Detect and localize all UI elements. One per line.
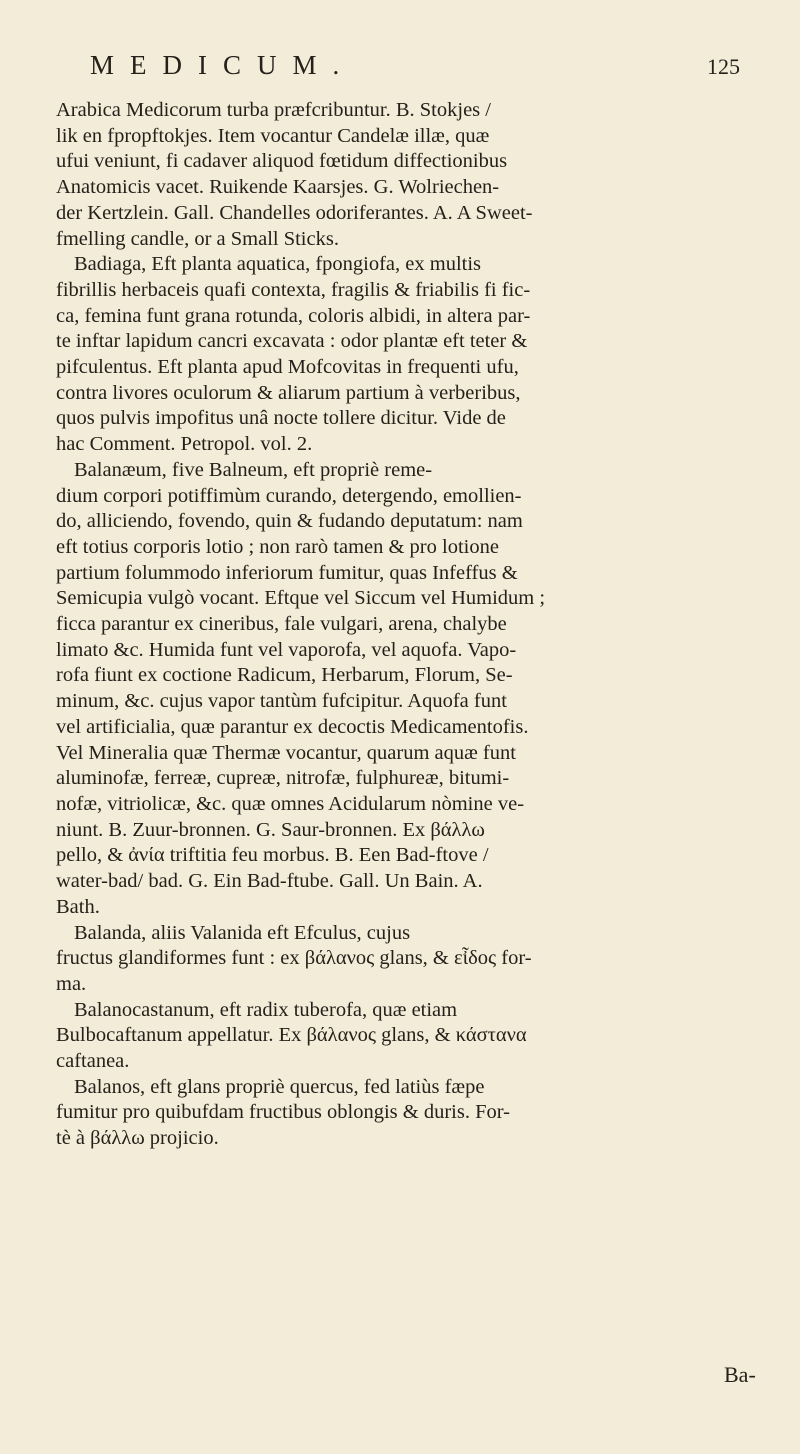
text-line: quos pulvis impofitus unâ nocte tollere dicitur. Vide de: [56, 407, 506, 430]
text-line: nofæ, vitriolicæ, &c. quæ omnes Acidularum nòmine ve-: [56, 792, 525, 815]
text-line: aluminofæ, ferreæ, cupreæ, nitrofæ, fulphureæ, bitumi-: [56, 767, 510, 790]
catchword: Ba-: [724, 1362, 756, 1387]
text-line: te inftar lapidum cancri excavata : odor plantæ eft teter &: [56, 330, 528, 353]
text-line: der Kertzlein. Gall. Chandelles odoriferantes. A. A Sweet-: [56, 201, 533, 224]
text-line: Vel Mineralia quæ Thermæ vocantur, quarum aquæ funt: [56, 741, 516, 764]
text-line: fructus glandiformes funt : ex βάλανος glans, & εἶδος for-: [56, 947, 532, 970]
text-line: caftanea.: [56, 1050, 130, 1073]
text-line: minum, &c. cujus vapor tantùm fufcipitur. Aquofa funt: [56, 690, 507, 713]
entry-balanos: Balanos, eft glans propriè quercus, fed latiùs fæpe: [74, 1075, 485, 1098]
text-line: Bath.: [56, 895, 100, 918]
text-line: lik en fpropftokjes. Item vocantur Candelæ illæ, quæ: [56, 124, 490, 147]
entry-balanaeum: Balanæum, five Balneum, eft propriè reme-: [74, 458, 433, 481]
text-line: ca, femina funt grana rotunda, coloris albidi, in altera par-: [56, 304, 531, 327]
running-head: MEDICUM.: [90, 50, 356, 80]
text-line: partium folummodo inferiorum fumitur, quas Infeffus &: [56, 561, 518, 584]
text-line: Anatomicis vacet. Ruikende Kaarsjes. G. Wolriechen-: [56, 176, 500, 199]
text-line: rofa fiunt ex coctione Radicum, Herbarum, Florum, Se-: [56, 664, 513, 687]
text-line: do, alliciendo, fovendo, quin & fudando deputatum: nam: [56, 510, 523, 533]
text-line: niunt. B. Zuur-bronnen. G. Saur-bronnen. Ex βάλλω: [56, 818, 485, 841]
page-header: [70, 50, 740, 81]
page-number: 125: [707, 54, 740, 79]
entry-badiaga: Badiaga, Eft planta aquatica, fpongiofa, ex multis: [74, 253, 482, 276]
text-line: ma.: [56, 972, 87, 995]
text-line: limato &c. Humida funt vel vaporofa, vel aquofa. Vapo-: [56, 638, 517, 661]
text-line: eft totius corporis lotio ; non rarò tamen & pro lotione: [56, 535, 499, 558]
text-line: dium corpori potiffimùm curando, detergendo, emollien-: [56, 484, 522, 507]
entry-balanocastanum: Balanocastanum, eft radix tuberofa, quæ etiam: [74, 998, 458, 1021]
text-line: fibrillis herbaceis quafi contexta, fragilis & friabilis fi fic-: [56, 278, 531, 301]
text-line: contra livores oculorum & aliarum partium à verberibus,: [56, 381, 521, 404]
text-line: vel artificialia, quæ parantur ex decoctis Medicamentofis.: [56, 715, 529, 738]
text-line: fumitur pro quibufdam fructibus oblongis & duris. For-: [56, 1101, 510, 1124]
text-line: Bulbocaftanum appellatur. Ex βάλανος glans, & κάστανα: [56, 1024, 527, 1047]
text-line: tè à βάλλω projicio.: [56, 1127, 219, 1150]
text-line: hac Comment. Petropol. vol. 2.: [56, 433, 313, 456]
text-line: Arabica Medicorum turba præfcribuntur. B. Stokjes /: [56, 99, 491, 121]
text-line: ufui veniunt, fi cadaver aliquod fœtidum diffectionibus: [56, 150, 508, 173]
body-text: [56, 98, 764, 1152]
entry-balanda: Balanda, aliis Valanida eft Efculus, cujus: [74, 921, 411, 944]
text-line: Semicupia vulgò vocant. Eftque vel Siccum vel Humidum ;: [56, 587, 546, 610]
text-line: fmelling candle, or a Small Sticks.: [56, 227, 339, 250]
text-line: pifculentus. Eft planta apud Mofcovitas in frequenti ufu,: [56, 356, 519, 379]
text-line: water-bad/ bad. G. Ein Bad-ftube. Gall. Un Bain. A.: [56, 870, 483, 893]
text-line: pello, & ἀνία triftitia feu morbus. B. Een Bad-ftove /: [56, 844, 489, 867]
text-line: ficca parantur ex cineribus, fale vulgari, arena, chalybe: [56, 613, 507, 636]
